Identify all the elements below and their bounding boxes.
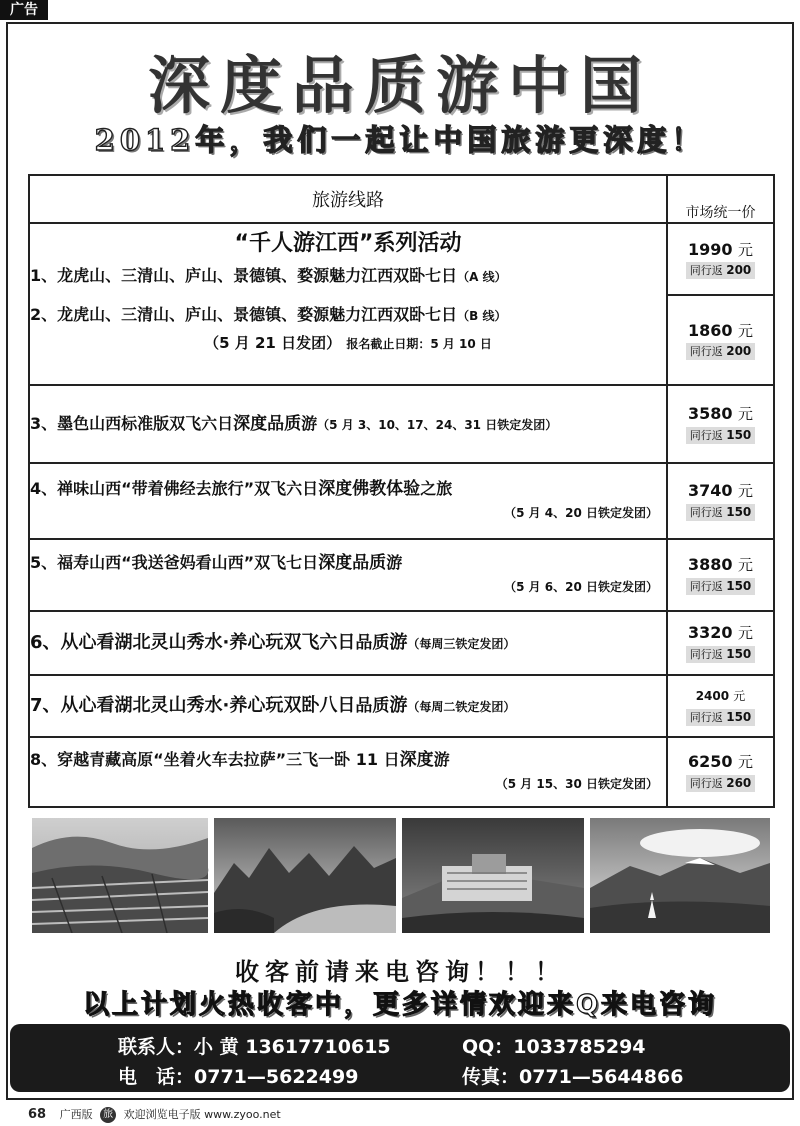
photo-terraces [32, 818, 208, 933]
route-num: 2、 [30, 305, 58, 324]
contact-qq: QQ：1033785294 [462, 1036, 646, 1058]
page-title: 深度品质游中国 [147, 49, 652, 122]
price-value: 1990 [687, 239, 733, 259]
route-name: 墨色山西标准版双飞六日 [57, 413, 234, 433]
route-tail: 游 [389, 631, 408, 653]
route-name: 福寿山西“我送爸妈看山西”双飞七日 [57, 553, 319, 572]
col-price-header: 市场统一价 [667, 175, 774, 223]
page-number: 68 [28, 1107, 47, 1122]
price-unit: 元 [733, 689, 746, 703]
price-unit: 元 [738, 240, 754, 259]
depart-info [30, 328, 666, 359]
contact-bar [10, 1024, 790, 1092]
page-footer [28, 1106, 281, 1123]
price-cell [667, 675, 774, 737]
price-cell [667, 539, 774, 611]
price-value: 3320 [687, 623, 733, 642]
route-line [30, 631, 666, 656]
deadline: 报名截止日期：5 月 10 日 [346, 337, 492, 351]
route-highlight: 深度品质 [318, 553, 387, 573]
campaign-title: “千人游江西”系列活动 [234, 231, 462, 256]
route-num: 5、 [30, 553, 58, 572]
price-unit: 元 [738, 624, 754, 642]
route-name: 龙虎山、三清山、庐山、景德镇、婺源魅力江西双卧七日 [57, 266, 458, 285]
call-to-action-1: 收客前请来电咨询！！！ [235, 958, 565, 986]
route-num: 7、 [30, 694, 61, 716]
route-note: （5 月 3、10、17、24、31 日铁定发团） [317, 417, 558, 432]
route-note: （A 线） [457, 270, 507, 284]
website-link[interactable]: www.zyoo.net [204, 1108, 281, 1121]
route-cell [29, 385, 667, 463]
brand-badge-icon: 旅 [100, 1107, 116, 1123]
price-cell [667, 611, 774, 675]
route-note: （B 线） [457, 309, 507, 323]
price-cell [667, 385, 774, 463]
route-note: （每周三铁定发团） [407, 636, 516, 651]
table-row [29, 737, 774, 807]
rebate-badge: 同行返 260 [686, 775, 756, 792]
price-unit: 元 [738, 753, 754, 771]
route-line [30, 412, 666, 437]
contact-person: 联系人：小 黄 13617710615 [118, 1036, 391, 1058]
price-value: 2400 [695, 689, 730, 703]
route-note: （每周二铁定发团） [407, 699, 516, 714]
price-unit: 元 [738, 405, 754, 423]
price-unit: 元 [738, 321, 754, 340]
route-highlight: 品质 [355, 695, 390, 716]
table-row [29, 675, 774, 737]
route-cell [29, 463, 667, 539]
rebate-badge: 同行返 150 [686, 427, 756, 444]
rebate-badge: 同行返 150 [686, 709, 756, 726]
photo-karst-river [214, 818, 396, 933]
route-name: 穿越青藏高原“坐着火车去拉萨”三飞一卧 11 日 [57, 750, 400, 769]
landscape-photos [32, 818, 770, 933]
route-tail: 游 [301, 413, 318, 433]
price-value: 3580 [687, 404, 733, 423]
campaign-cell [29, 223, 667, 385]
call-to-action-2: 以上计划火热收客中，更多详情欢迎来Q来电咨询 [82, 990, 718, 1020]
table-row [29, 223, 774, 385]
route-tail: 游 [386, 553, 403, 572]
route-cell [29, 611, 667, 675]
route-name: 从心看湖北灵山秀水·养心玩双卧八日 [60, 694, 356, 716]
route-highlight: 深度佛教体验 [318, 479, 421, 499]
subtitle: 2012年，我们一起让中国旅游更深度！ [94, 123, 706, 157]
route-num: 3、 [30, 413, 58, 433]
price-cell [667, 737, 774, 807]
contact-phone: 电 话：0771—5622499 [118, 1066, 359, 1088]
price-cell [667, 223, 774, 385]
route-line-1 [30, 264, 666, 289]
route-tail: 之旅 [420, 479, 453, 498]
table-row [29, 463, 774, 539]
price-value: 3880 [687, 555, 733, 574]
route-line [30, 551, 666, 575]
route-name: 从心看湖北灵山秀水·养心玩双飞六日 [60, 631, 356, 653]
route-cell [29, 539, 667, 611]
photo-snow-mountain-stupa [590, 818, 770, 933]
photo-strip [32, 818, 770, 933]
route-num: 1、 [30, 266, 58, 285]
rebate-badge: 同行返 150 [686, 504, 756, 521]
route-line-2 [30, 303, 666, 328]
contact-fax: 传真：0771—5644866 [462, 1066, 684, 1088]
table-row [29, 385, 774, 463]
table-row [29, 611, 774, 675]
route-note: （5 月 6、20 日铁定发团） [504, 580, 658, 594]
route-table [28, 174, 775, 808]
slogan: 欢迎浏览电子版 [123, 1108, 201, 1121]
route-num: 8、 [30, 750, 58, 769]
col-route-header: 旅游线路 [29, 175, 667, 223]
rebate-badge: 同行返 150 [686, 646, 756, 663]
route-line [30, 748, 666, 772]
edition-label: 广西版 [59, 1108, 93, 1121]
rebate-badge: 同行返 200 [686, 262, 756, 279]
table-header-row [29, 175, 774, 223]
rebate-badge: 同行返 200 [686, 343, 756, 360]
route-name: 龙虎山、三清山、庐山、景德镇、婺源魅力江西双卧七日 [57, 305, 458, 324]
price-unit: 元 [738, 556, 754, 574]
route-name: 禅味山西“带着佛经去旅行”双飞六日 [57, 479, 319, 498]
route-num: 4、 [30, 479, 58, 498]
depart-date: （5 月 21 日发团） [204, 334, 342, 352]
price-value: 1860 [687, 320, 733, 340]
route-note: （5 月 15、30 日铁定发团） [495, 777, 658, 791]
rebate-badge: 同行返 150 [686, 578, 756, 595]
route-tail: 游 [433, 750, 450, 769]
route-highlight: 品质 [355, 632, 390, 653]
route-highlight: 深度品质 [233, 413, 302, 434]
route-tail: 游 [389, 694, 408, 716]
route-num: 6、 [30, 631, 61, 653]
ad-tag: 广告 [0, 0, 48, 20]
route-line [30, 694, 666, 719]
table-row [29, 539, 774, 611]
route-highlight: 深度 [399, 750, 434, 770]
price-cell [667, 463, 774, 539]
price-block-2 [668, 294, 773, 384]
route-line [30, 477, 666, 501]
price-value: 6250 [687, 752, 733, 771]
route-note: （5 月 4、20 日铁定发团） [504, 506, 658, 520]
price-value: 3740 [687, 481, 733, 500]
route-cell [29, 675, 667, 737]
route-cell [29, 737, 667, 807]
price-unit: 元 [738, 482, 754, 500]
price-block-1 [668, 224, 773, 294]
photo-potala-palace [402, 818, 584, 933]
